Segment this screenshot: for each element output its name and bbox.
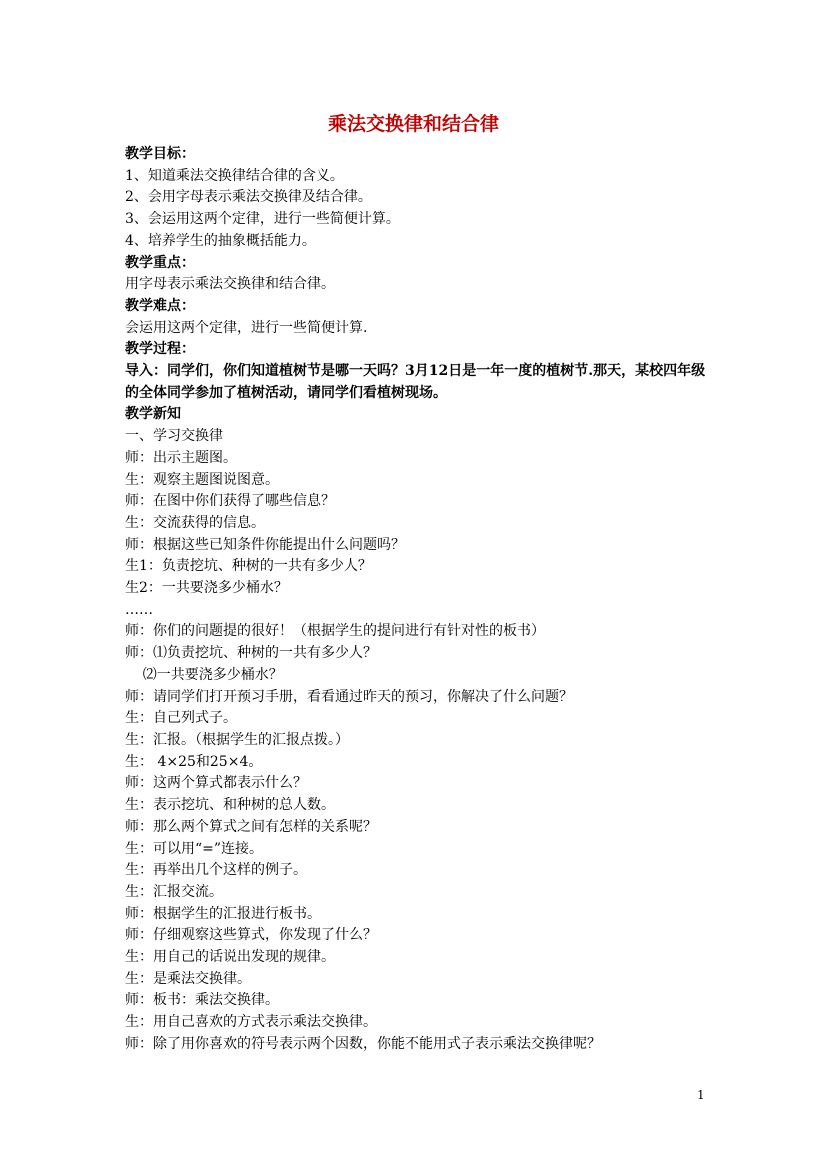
text-line: 生2：一共要浇多少桶水？ (125, 580, 288, 597)
text-line: 教学重点： (125, 254, 195, 271)
text-line: 师：仔细观察这些算式，你发现了什么？ (125, 927, 377, 944)
document-title: 乘法交换律和结合律 (327, 113, 499, 135)
text-line: 生：观察主题图说图意。 (125, 471, 279, 488)
text-line: 生1：负责挖坑、种树的一共有多少人？ (125, 558, 372, 575)
text-line: 生：可以用“=”连接。 (125, 840, 264, 857)
text-line: 3、会运用这两个定律，进行一些简便计算。 (125, 211, 400, 228)
text-line: 师：你们的问题提的很好！（根据学生的提问进行有针对性的板书） (125, 623, 545, 640)
page-number: 1 (697, 1088, 705, 1102)
text-line: 2、会用字母表示乘法交换律及结合律。 (125, 189, 372, 206)
text-line: 生：汇报。（根据学生的汇报点拨。） (125, 731, 349, 748)
text-line: 教学过程： (125, 341, 195, 358)
text-line: 导入：同学们，你们知道植树节是哪一天吗？3月12日是一年一度的植树节.那天，某校四年级的全体同学参加了植树活动，请同学们看植树现场。 (125, 363, 706, 401)
text-line: 师：出示主题图。 (125, 449, 237, 466)
text-line: 生： 4×25和25×4。 (125, 753, 263, 770)
text-line: 生：汇报交流。 (125, 883, 223, 900)
text-line: 会运用这两个定律，进行一些简便计算. (125, 319, 368, 336)
text-line: 教学目标： (125, 146, 195, 162)
text-line: 师：请同学们打开预习手册，看看通过昨天的预习，你解决了什么问题？ (125, 688, 573, 705)
text-line: 1、知道乘法交换律结合律的含义。 (125, 167, 344, 184)
text-line: 师：除了用你喜欢的符号表示两个因数，你能不能用式子表示乘法交换律呢？ (125, 1035, 601, 1052)
text-line: 生：是乘法交换律。 (125, 970, 251, 987)
text-line: 生：再举出几个这样的例子。 (125, 862, 307, 879)
text-line: 师：那么两个算式之间有怎样的关系呢？ (125, 818, 377, 835)
text-line: 用字母表示乘法交换律和结合律。 (125, 276, 335, 293)
text-line: ⑵一共要浇多少桶水？ (125, 666, 283, 683)
text-line: 生：表示挖坑、和种树的总人数。 (125, 797, 335, 814)
text-line: 4、培养学生的抽象概括能力。 (125, 232, 316, 249)
text-line: 师：在图中你们获得了哪些信息？ (125, 493, 335, 510)
text-line: …… (125, 601, 153, 618)
text-line: 师：这两个算式都表示什么？ (125, 775, 307, 792)
document-body (125, 144, 717, 1056)
text-line: 师：⑴负责挖坑、种树的一共有多少人？ (125, 645, 377, 662)
text-line: 师：根据学生的汇报进行板书。 (125, 905, 321, 922)
text-line: 生：用自己的话说出发现的规律。 (125, 949, 335, 966)
text-line: 一、学习交换律 (125, 428, 223, 445)
text-line: 生：交流获得的信息。 (125, 514, 265, 531)
text-line: 生：用自己喜欢的方式表示乘法交换律。 (125, 1014, 377, 1031)
text-line: 生：自己列式子。 (125, 710, 237, 727)
text-line: 师：根据这些已知条件你能提出什么问题吗？ (125, 536, 405, 553)
text-line: 教学新知 (125, 406, 181, 423)
text-line: 师：板书：乘法交换律。 (125, 992, 279, 1009)
text-line: 教学难点： (125, 297, 195, 314)
